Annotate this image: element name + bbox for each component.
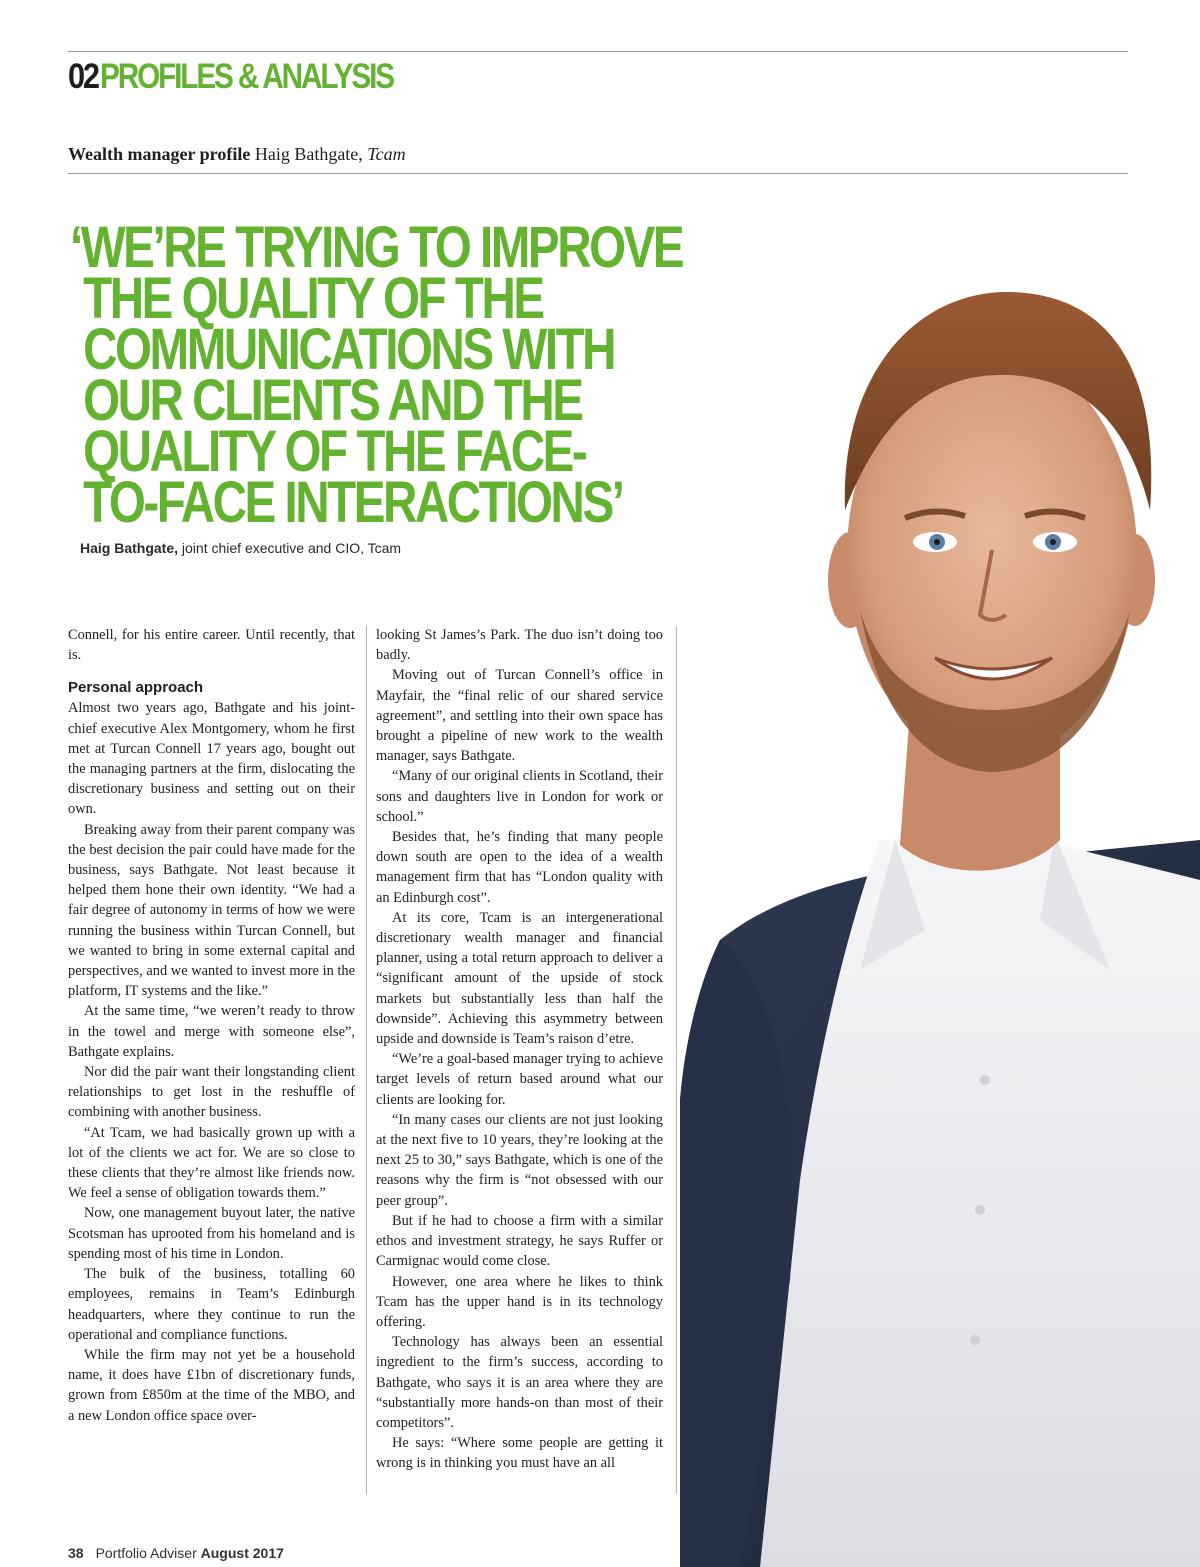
paragraph: However, one area where he likes to think Tcam has the upper hand is in its technology offering. (376, 1273, 663, 1330)
pull-quote-line: TO-FACE INTERACTIONS’ (83, 470, 623, 535)
paragraph: At its core, Tcam is an intergenerational discretionary wealth manager and financial planner, using a total return approach to deliver a “significant amount of the upside of stock markets but substantially less than half the downside”. Achieving this asymmetry between upside and downside is Team’s raison d’etre. (376, 909, 663, 1048)
paragraph: Almost two years ago, Bathgate and his joint-chief executive Alex Montgomery, whom he first met at Turcan Connell 17 years ago, bought out the managing partners at the firm, dislocating the discretionary business and setting out on their own. (68, 700, 355, 818)
paragraph: The bulk of the business, totalling 60 employees, remains in Team’s Edinburgh headquarters, where they continue to run the operational and compliance functions. (68, 1266, 355, 1343)
article-kicker (68, 142, 406, 166)
paragraph: “At Tcam, we had basically grown up with a lot of the clients we act for. We are so close to these clients that they’re almost like friends now. We feel a sense of obligation towards them.” (68, 1124, 355, 1202)
paragraph: He says: “Where some people are getting it wrong is in thinking you must have an all (376, 1435, 663, 1472)
kicker-name: Haig Bathgate, (254, 144, 363, 164)
kicker-label: Wealth manager profile (68, 144, 251, 164)
paragraph: But if he had to choose a firm with a similar ethos and investment strategy, he says Ruffer or Carmignac would come close. (376, 1212, 663, 1270)
paragraph: Now, one management buyout later, the native Scotsman has uprooted from his homeland and is spending most of his time in London. (68, 1205, 355, 1262)
publication-name: Portfolio Adviser (95, 1545, 197, 1561)
paragraph: At the same time, “we weren’t ready to throw in the towel and merge with someone else”, Bathgate explains. (68, 1003, 355, 1060)
attribution-role: joint chief executive and CIO, Tcam (181, 540, 402, 556)
section-number: 02 (68, 57, 98, 96)
paragraph: Breaking away from their parent company was the best decision the pair could have made for the business, says Bathgate. Not least because it helped them hone their own identity. “We had a fair degree of autonomy in terms of how we were running the business within Turcan Connell, but we wanted to bring in some external capital and perspectives, and we wanted to invest more in the platform, IT systems and the like.” (68, 821, 355, 1000)
subheading: Personal approach (68, 679, 204, 697)
paragraph: “We’re a goal-based manager trying to achieve target levels of return based around what our clients are looking for. (376, 1051, 663, 1108)
paragraph: While the firm may not yet be a household name, it does have £1bn of discretionary funds, grown from £850m at the time of the MBO, and a new London office space over- (68, 1346, 355, 1424)
paragraph: Technology has always been an essential ingredient to the firm’s success, according to Bathgate, who says it is an area where they are “substantially more hands-on than most of their competitors”. (376, 1334, 663, 1431)
column-divider (366, 626, 367, 1494)
pull-quote (70, 215, 730, 535)
pull-quote-line: COMMUNICATIONS WITH (83, 317, 615, 382)
top-rule (68, 51, 1128, 52)
pull-quote-line: THE QUALITY OF THE (83, 266, 543, 331)
portrait-photo (680, 280, 1200, 1567)
paragraph: “In many cases our clients are not just looking at the next five to 10 years, they’re looking at the next 25 to 30,” says Bathgate, which is one of the reasons why the firm is “not obsessed with our peer group”. (376, 1111, 663, 1209)
section-header (68, 55, 445, 99)
page-footer (68, 1545, 284, 1561)
paragraph: Nor did the pair want their longstanding client relationships to get lost in the reshuffle of combining with another business. (68, 1064, 355, 1121)
paragraph: “Many of our original clients in Scotland, their sons and daughters live in London for work or school.” (376, 768, 663, 825)
kicker-rule (68, 173, 1128, 174)
paragraph: Besides that, he’s finding that many people down south are open to the idea of a wealth management firm that has “London quality with an Edinburgh cost”. (376, 829, 663, 906)
page-number: 38 (68, 1545, 84, 1561)
article-column-left (68, 625, 355, 1426)
kicker-company: Tcam (367, 144, 406, 164)
column-lead: Connell, for his entire career. Until recently, that is. (68, 627, 355, 664)
column-lead: looking St James’s Park. The duo isn’t doing too badly. (376, 627, 663, 664)
issue-date: August 2017 (200, 1545, 284, 1561)
paragraph: Moving out of Turcan Connell’s office in Mayfair, the “final relic of our shared service agreement”, and settling into their own space has brought a pipeline of new work to the wealth manager, says Bathgate. (376, 667, 663, 765)
column-rule-right (676, 626, 677, 1494)
pull-quote-line: QUALITY OF THE FACE- (83, 419, 586, 484)
section-title: PROFILES & ANALYSIS (99, 57, 393, 96)
attribution-name: Haig Bathgate, (80, 540, 179, 556)
pull-quote-line: ‘WE’RE TRYING TO IMPROVE (70, 215, 683, 280)
quote-attribution (80, 540, 401, 556)
article-column-right (376, 625, 663, 1474)
pull-quote-line: OUR CLIENTS AND THE (83, 368, 582, 433)
